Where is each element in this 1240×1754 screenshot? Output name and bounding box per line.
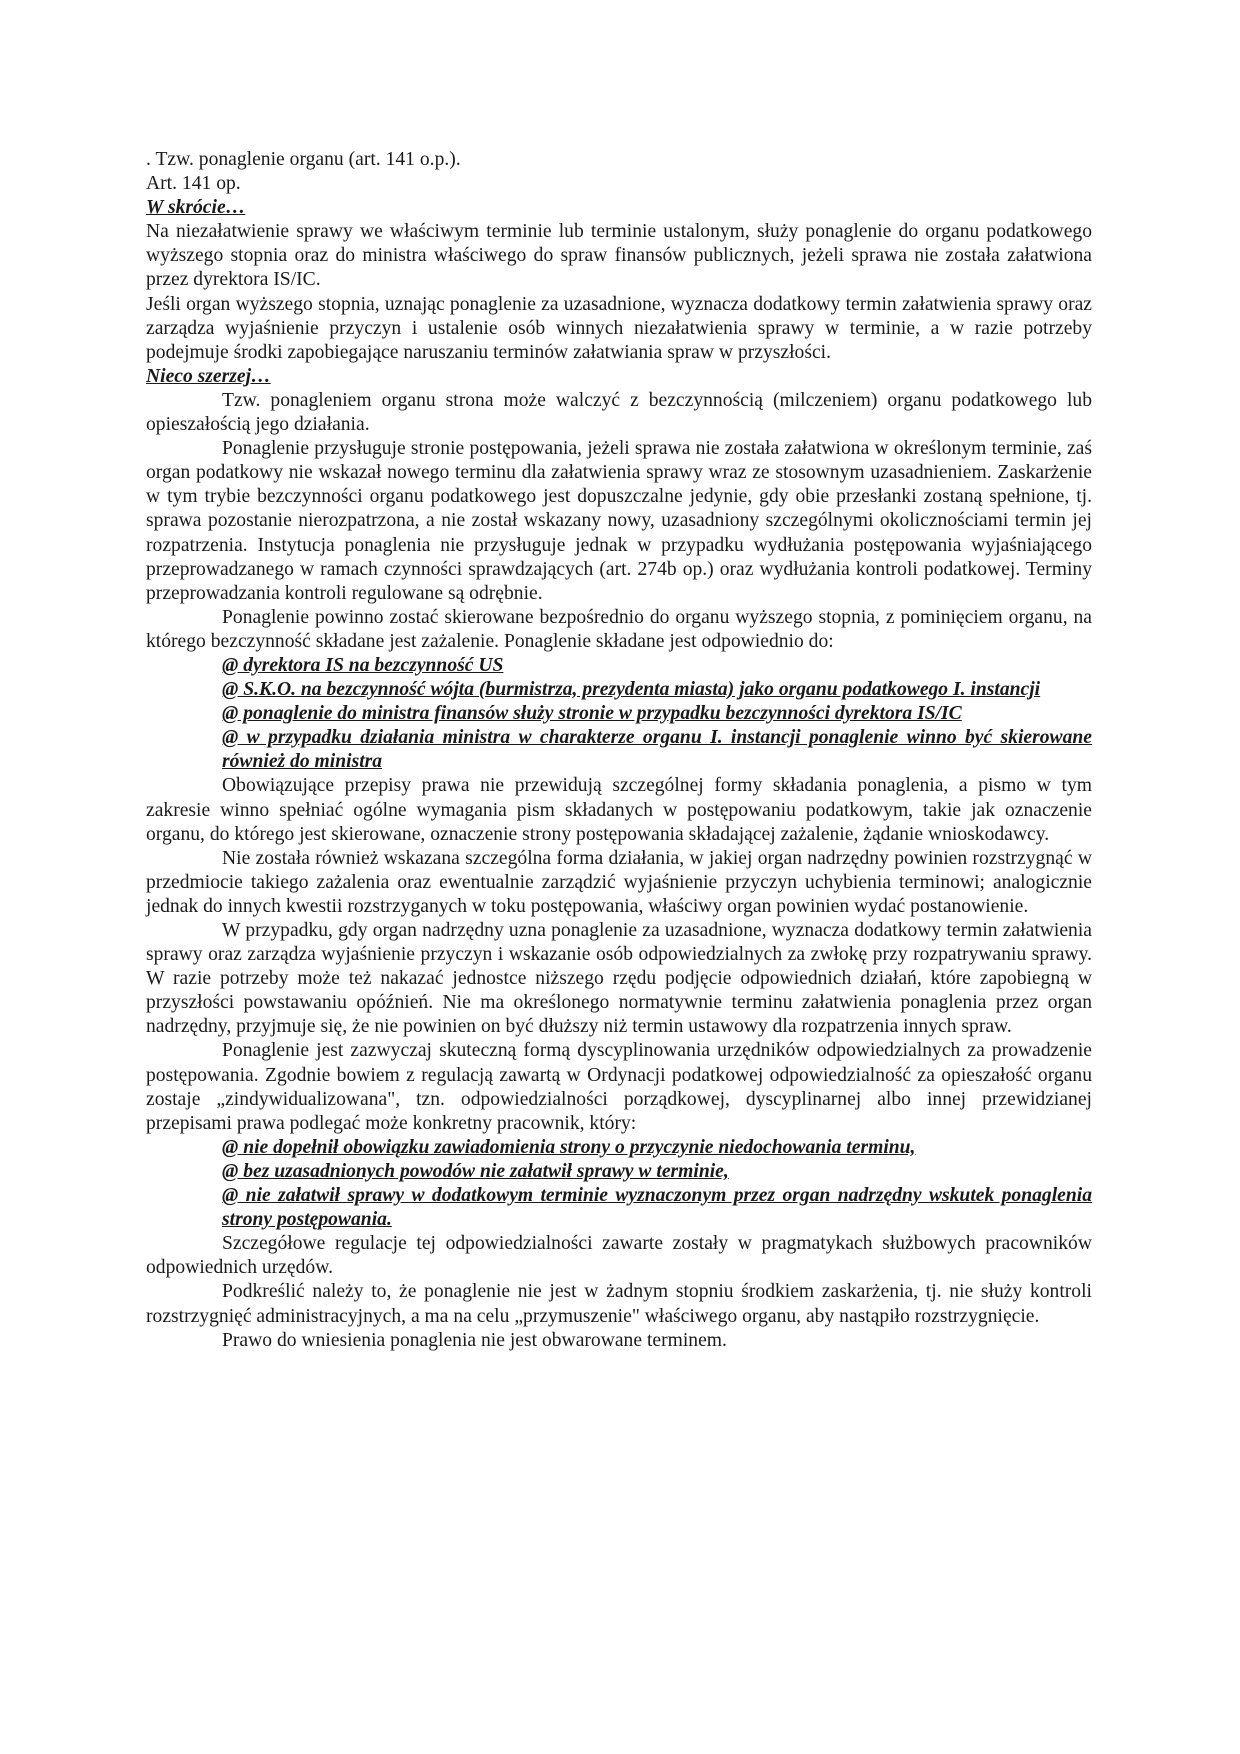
article-reference: Art. 141 op. bbox=[146, 173, 241, 195]
body-paragraph: Ponaglenie jest zazwyczaj skuteczną formą dyscyplinowania urzędników odpowiedzialnych za prowadzenie postępowania. Zgodnie bowiem z regulacją zawartą w Ordynacji podatkowej odpowiedzialność za opieszałość organu zostaje „zindywidualizowana", tzn. odpowiedzialności porządkowej, dyscyplinarnej albo innej przewidzianej przepisami prawa podlegać może konkretny pracownik, który: bbox=[146, 1040, 1092, 1134]
body-paragraph: Obowiązujące przepisy prawa nie przewidują szczególnej formy składania ponaglenia, a pismo w tym zakresie winno spełniać ogólne wymagania pism składanych w postępowaniu podatkowym, takie jak oznaczenie organu, do którego jest skierowane, oznaczenie strony postępowania składającej zażalenie, żądanie wnioskodawcy. bbox=[146, 775, 1092, 845]
liability-list bbox=[146, 1136, 1092, 1232]
body-paragraph: Nie została również wskazana szczególna forma działania, w jakiej organ nadrzędny powinien rozstrzygnąć w przedmiocie takiego zażalenia oraz ewentualnie zarządzić wyjaśnienie przyczyn uchybienia terminowi; analogicznie jednak do innych kwestii rozstrzyganych w toku postępowania, właściwy organ powinien wydać postanowienie. bbox=[146, 847, 1092, 917]
list-item: @ dyrektora IS na bezczynność US bbox=[222, 654, 504, 676]
list-item: @ bez uzasadnionych powodów nie załatwił sprawy w terminie, bbox=[222, 1160, 729, 1182]
list-item: @ nie dopełnił obowiązku zawiadomienia strony o przyczynie niedochowania terminu, bbox=[222, 1136, 916, 1158]
section-heading-short: W skrócie… bbox=[146, 197, 246, 219]
addressee-list bbox=[146, 654, 1092, 774]
body-paragraph: Ponaglenie powinno zostać skierowane bezpośrednio do organu wyższego stopnia, z pominięciem organu, na którego bezczynność składane jest zażalenie. Ponaglenie składane jest odpowiednio do: bbox=[146, 606, 1092, 652]
list-item: @ w przypadku działania ministra w charakterze organu I. instancji ponaglenie winno być skierowane również do ministra bbox=[222, 727, 1092, 773]
short-paragraph: Na niezałatwienie sprawy we właściwym terminie lub terminie ustalonym, służy ponaglenie do organu podatkowego wyższego stopnia oraz do ministra właściwego do spraw finansów publicznych, jeżeli sprawa nie została załatwiona przez dyrektora IS/IC. bbox=[146, 221, 1092, 291]
body-paragraph: Podkreślić należy to, że ponaglenie nie jest w żadnym stopniu środkiem zaskarżenia, tj. nie służy kontroli rozstrzygnięć administracyjnych, a ma na celu „przymuszenie" właściwego organu, aby nastąpiło rozstrzygnięcie. bbox=[146, 1281, 1092, 1327]
body-paragraph: Ponaglenie przysługuje stronie postępowania, jeżeli sprawa nie została załatwiona w określonym terminie, zaś organ podatkowy nie wskazał nowego terminu dla załatwienia sprawy wraz ze stosownym uzasadnieniem. Zaskarżenie w tym trybie bezczynności organu podatkowego jest dopuszczalne jedynie, gdy obie przesłanki zostaną spełnione, tj. sprawa pozostanie nierozpatrzona, a nie został wskazany nowy, uzasadniony szczególnymi okolicznościami termin jej rozpatrzenia. Instytucja ponaglenia nie przysługuje jednak w przypadku wydłużania postępowania wyjaśniającego przeprowadzanego w ramach czynności sprawdzających (art. 274b op.) oraz wydłużania kontroli podatkowej. Terminy przeprowadzania kontroli regulowane są odrębnie. bbox=[146, 438, 1092, 604]
list-item: @ nie załatwił sprawy w dodatkowym terminie wyznaczonym przez organ nadrzędny wskutek ponaglenia strony postępowania. bbox=[222, 1185, 1092, 1231]
short-paragraph: Jeśli organ wyższego stopnia, uznając ponaglenie za uzasadnione, wyznacza dodatkowy termin załatwienia sprawy oraz zarządza wyjaśnienie przyczyn i ustalenie osób winnych niezałatwienia sprawy w terminie, a w razie potrzeby podejmuje środki zapobiegające naruszaniu terminów załatwiania spraw w przyszłości. bbox=[146, 293, 1092, 363]
section-heading-wide: Nieco szerzej… bbox=[146, 365, 271, 387]
body-paragraph: Prawo do wniesienia ponaglenia nie jest obwarowane terminem. bbox=[222, 1329, 727, 1351]
body-paragraph: W przypadku, gdy organ nadrzędny uzna ponaglenie za uzasadnione, wyznacza dodatkowy termin załatwienia sprawy oraz zarządza wyjaśnienie przyczyn i wskazanie osób odpowiedzialnych za zwłokę przy rozpatrywaniu sprawy. W razie potrzeby może też nakazać jednostce niższego rzędu podjęcie odpowiednich działań, które zapobiegną w przyszłości powstawaniu opóźnień. Nie ma określonego normatywnie terminu załatwienia ponaglenia przez organ nadrzędny, przyjmuje się, że nie powinien on być dłuższy niż termin ustawowy dla rozpatrzenia innych spraw. bbox=[146, 920, 1092, 1038]
document-page bbox=[146, 148, 1092, 1353]
body-paragraph: Tzw. ponagleniem organu strona może walczyć z bezczynnością (milczeniem) organu podatkowego lub opieszałością jego działania. bbox=[146, 389, 1092, 436]
document-title: . Tzw. ponaglenie organu (art. 141 o.p.). bbox=[146, 149, 461, 170]
list-item: @ ponaglenie do ministra finansów służy stronie w przypadku bezczynności dyrektora IS/IC bbox=[222, 703, 962, 725]
body-paragraph: Szczegółowe regulacje tej odpowiedzialności zawarte zostały w pragmatykach służbowych pracowników odpowiednich urzędów. bbox=[146, 1233, 1092, 1279]
list-item: @ S.K.O. na bezczynność wójta (burmistrza, prezydenta miasta) jako organu podatkowego I. instancji bbox=[222, 679, 1041, 701]
